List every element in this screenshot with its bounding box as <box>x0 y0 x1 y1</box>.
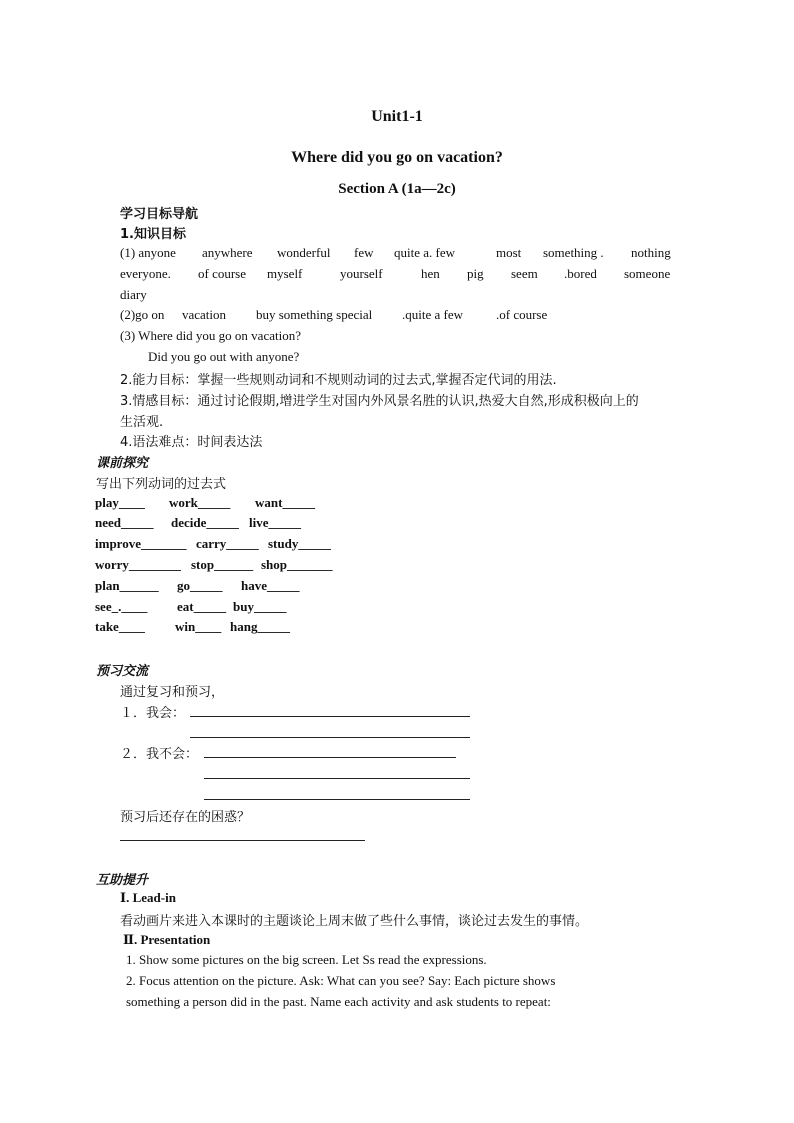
knowledge-heading: 1.知识目标 <box>120 227 186 242</box>
vocab-word: (1) anyone <box>120 245 176 260</box>
vocab-word: few <box>354 245 374 260</box>
verb-row <box>95 619 290 635</box>
emotion-objective-line2: 生活观. <box>120 415 164 430</box>
vocab-word: most <box>496 245 522 260</box>
ability-objective: 2.能力目标：掌握一些规则动词和不规则动词的过去式,掌握否定代词的用法. <box>120 373 557 388</box>
vocab-word: myself <box>267 266 303 281</box>
presentation-step-2-line-1: 2. Focus attention on the picture. Ask: What can you see? Say: Each picture shows <box>126 973 556 988</box>
cannot-answer-line-2[interactable] <box>204 778 470 779</box>
verb-row <box>95 536 331 552</box>
verb-row <box>95 557 333 573</box>
presentation-step-2-line-2: something a person did in the past. Name each activity and ask students to repeat: <box>126 994 551 1009</box>
verb-blank: improve_______ <box>95 536 187 551</box>
cannot-answer-line-1[interactable] <box>204 757 456 758</box>
vocab-word: quite a. few <box>394 245 456 260</box>
verb-blank: plan______ <box>95 578 159 593</box>
leadin-text: 看动画片来进入本课时的主题谈论上周末做了些什么事情，谈论过去发生的事情。 <box>120 914 589 929</box>
unit-title: Unit1-1 <box>371 108 423 125</box>
vocab-word: anywhere <box>202 245 253 260</box>
vocab-word: wonderful <box>277 245 331 260</box>
vocab-word: hen <box>421 266 440 281</box>
vocab-row-2 <box>120 266 670 282</box>
can-answer-line-2[interactable] <box>190 737 470 738</box>
verb-blank: stop______ <box>191 557 254 572</box>
phrase: (2)go on <box>120 307 165 322</box>
verb-blank: win____ <box>175 619 222 634</box>
preview-instruction: 写出下列动词的过去式 <box>96 477 227 492</box>
vocab-word: pig <box>467 266 484 281</box>
target-sentence-1: (3) Where did you go on vacation? <box>120 328 301 343</box>
vocab-word: something . <box>543 245 604 260</box>
verb-blank: go_____ <box>177 578 223 593</box>
verb-blank: take____ <box>95 619 145 634</box>
phrase: vacation <box>182 307 227 322</box>
vocab-word: seem <box>511 266 538 281</box>
verb-blank: shop_______ <box>261 557 333 572</box>
verb-blank: carry_____ <box>196 536 259 551</box>
section-label: Section A (1a—2c) <box>338 181 456 197</box>
exchange-intro: 通过复习和预习， <box>120 685 225 700</box>
verb-blank: hang_____ <box>230 619 290 634</box>
vocab-row-3: diary <box>120 287 147 302</box>
cannot-label: ２．我不会： <box>120 747 199 762</box>
verb-row <box>95 599 286 615</box>
can-answer-line-1[interactable] <box>190 716 470 717</box>
verb-blank: worry________ <box>95 557 181 572</box>
verb-blank: want_____ <box>255 495 315 510</box>
can-label: １．我会： <box>120 706 186 721</box>
verb-blank: play____ <box>95 495 145 510</box>
verb-blank: need_____ <box>95 515 154 530</box>
cannot-answer-line-3[interactable] <box>204 799 470 800</box>
confusion-answer-line[interactable] <box>120 840 365 841</box>
objectives-heading: 学习目标导航 <box>120 207 199 222</box>
phrases-row <box>120 307 547 323</box>
verb-blank: eat_____ <box>177 599 227 614</box>
preview-heading: 课前探究 <box>96 456 149 471</box>
exchange-heading: 预习交流 <box>96 664 149 679</box>
vocab-word: yourself <box>340 266 383 281</box>
verb-row <box>95 495 315 511</box>
verb-blank: decide_____ <box>171 515 239 530</box>
phrase: buy something special <box>256 307 373 322</box>
improve-heading: 互助提升 <box>96 873 149 888</box>
verb-blank: have_____ <box>241 578 300 593</box>
verb-blank: study_____ <box>268 536 331 551</box>
vocab-word: someone <box>624 266 671 281</box>
verb-blank: see_.____ <box>95 599 148 614</box>
vocab-word: nothing <box>631 245 671 260</box>
verb-row <box>95 578 300 594</box>
phrase: .quite a few <box>402 307 464 322</box>
vocab-row-1 <box>120 245 671 261</box>
lesson-question: Where did you go on vacation? <box>291 149 503 166</box>
vocab-word: of course <box>198 266 247 281</box>
presentation-title: Ⅱ. Presentation <box>123 932 211 947</box>
emotion-objective-line1: 3.情感目标：通过讨论假期,增进学生对国内外风景名胜的认识,热爱大自然,形成积极向上的 <box>120 394 639 409</box>
verb-blank: work_____ <box>169 495 231 510</box>
target-sentence-2: Did you go out with anyone? <box>148 349 300 364</box>
presentation-step-1: 1. Show some pictures on the big screen. Let Ss read the expressions. <box>126 952 487 967</box>
confusion-question: 预习后还存在的困惑？ <box>120 810 251 825</box>
vocab-word: everyone. <box>120 266 171 281</box>
verb-blank: buy_____ <box>233 599 287 614</box>
vocab-word: .bored <box>564 266 597 281</box>
phrase: .of course <box>496 307 548 322</box>
verb-row <box>95 515 301 531</box>
verb-blank: live_____ <box>249 515 301 530</box>
grammar-difficulty: 4.语法难点：时间表达法 <box>120 435 263 450</box>
leadin-title: Ⅰ. Lead-in <box>120 890 176 905</box>
